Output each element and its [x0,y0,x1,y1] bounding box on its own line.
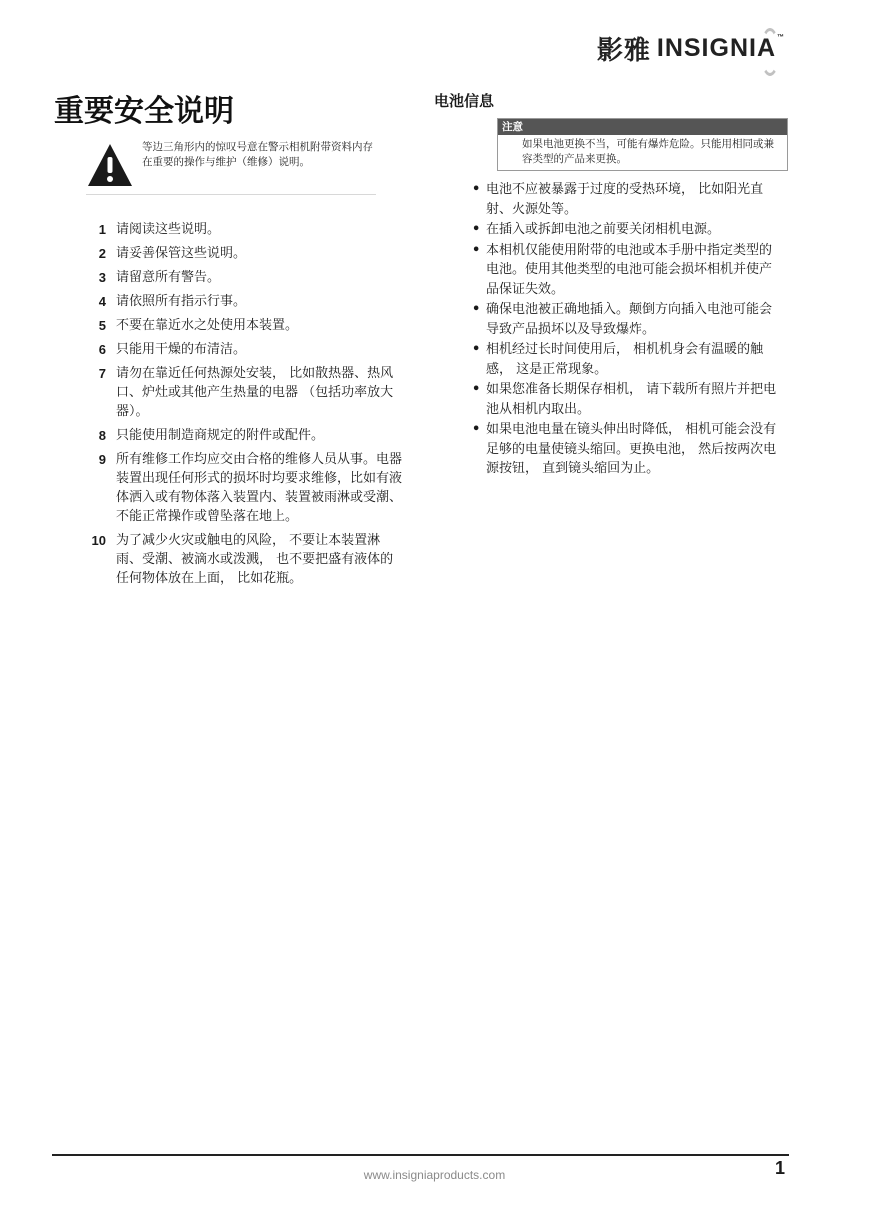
list-item [472,420,784,479]
safety-instructions-list [84,220,404,593]
caution-text: 如果电池更换不当，可能有爆炸危险。只能用相同或兼容类型的产品来更换。 [522,138,774,165]
list-item-text: 电池不应被暴露于过度的受热环境， 比如阳光直射、火源处等。 [486,182,764,217]
list-item [84,244,404,263]
bullet-icon: • [472,382,481,397]
list-item [472,380,784,419]
brand-english-text: INSIGNIA [656,34,776,62]
bullet-icon: • [472,242,481,258]
list-item-text: 所有维修工作均应交由合格的维修人员从事。电器装置出现任何形式的损坏时均要求维修，比如有液体洒入或有物体落入装置内、装置被雨淋或受潮、不能正常操作或曾坠落在地上。 [116,452,403,524]
list-item [472,340,784,379]
battery-info-list [472,180,784,480]
list-item [84,450,404,526]
list-item-number: 7 [98,366,106,381]
warning-triangle-icon [86,142,134,188]
list-item-text: 请勿在靠近任何热源处安装， 比如散热器、热风口、炉灶或其他产生热量的电器 （包括功率放大器）。 [116,366,394,419]
list-item [472,220,784,240]
list-item-text: 请阅读这些说明。 [116,222,221,237]
list-item-text: 只能使用制造商规定的附件或配件。 [116,428,325,443]
caution-note [497,118,788,171]
list-item [84,364,404,421]
page-number: 1 [774,1158,785,1178]
bullet-icon: • [472,182,481,197]
list-item-text: 为了减少火灾或触电的风险， 不要让本装置淋雨、受潮、被滴水或泼溅， 也不要把盛有液体的任何物体放在上面， 比如花瓶。 [116,533,394,586]
page-title: 重要安全说明 [54,94,234,129]
caution-label: 注意 [498,119,787,135]
list-item-text: 请留意所有警告。 [116,270,221,285]
list-item-number: 6 [98,342,106,357]
list-item [84,292,404,311]
bullet-icon: • [472,342,481,357]
list-item-number: 2 [98,246,106,261]
footer-divider [52,1154,789,1156]
brand-english [657,34,785,63]
list-item-number: 3 [98,270,106,285]
battery-section-heading: 电池信息 [434,92,495,110]
brand-trademark: ™ [777,34,785,41]
list-item [84,426,404,445]
list-item [84,531,404,588]
footer-url: www.insigniaproducts.com [363,1168,506,1182]
list-item-number: 8 [98,428,106,443]
warning-text: 等边三角形内的惊叹号意在警示相机附带资料内存在重要的操作与维护（维修）说明。 [142,141,373,168]
list-item-text: 如果您准备长期保存相机， 请下载所有照片并把电池从相机内取出。 [486,382,777,417]
list-item-text: 请妥善保管这些说明。 [116,246,247,261]
bullet-icon: • [472,302,481,317]
list-item [84,340,404,359]
list-item-number: 4 [98,294,106,309]
list-item-text: 在插入或拆卸电池之前要关闭相机电源。 [486,222,721,237]
list-item [84,316,404,335]
list-item-text: 确保电池被正确地插入。颠倒方向插入电池可能会导致产品损坏以及导致爆炸。 [486,302,773,337]
list-item-number: 1 [98,222,106,237]
list-item [84,220,404,239]
warning-notice [86,138,376,195]
logo-swoosh-icon [760,28,780,76]
list-item-text: 只能用干燥的布清洁。 [116,342,247,357]
list-item [84,268,404,287]
bullet-icon: • [472,222,481,237]
list-item-text: 请依照所有指示行事。 [116,294,247,309]
bullet-icon: • [472,422,481,437]
list-item [472,180,784,219]
brand-logo [597,30,785,67]
list-item [472,241,784,300]
list-item-text: 本相机仅能使用附带的电池或本手册中指定类型的电池。使用其他类型的电池可能会损坏相机并使产品保证失效。 [486,242,773,297]
list-item [472,300,784,339]
list-item-number: 5 [98,318,106,333]
list-item-text: 不要在靠近水之处使用本装置。 [116,318,299,333]
list-item-text: 相机经过长时间使用后， 相机机身会有温暖的触感， 这是正常现象。 [486,342,764,377]
list-item-number: 9 [98,452,106,467]
list-item-text: 如果电池电量在镜头伸出时降低， 相机可能会没有足够的电量使镜头缩回。更换电池， 然后按两次电源按钮， 直到镜头缩回为止。 [486,422,777,476]
brand-chinese: 影雅 [596,36,651,66]
list-item-number: 10 [91,533,106,548]
